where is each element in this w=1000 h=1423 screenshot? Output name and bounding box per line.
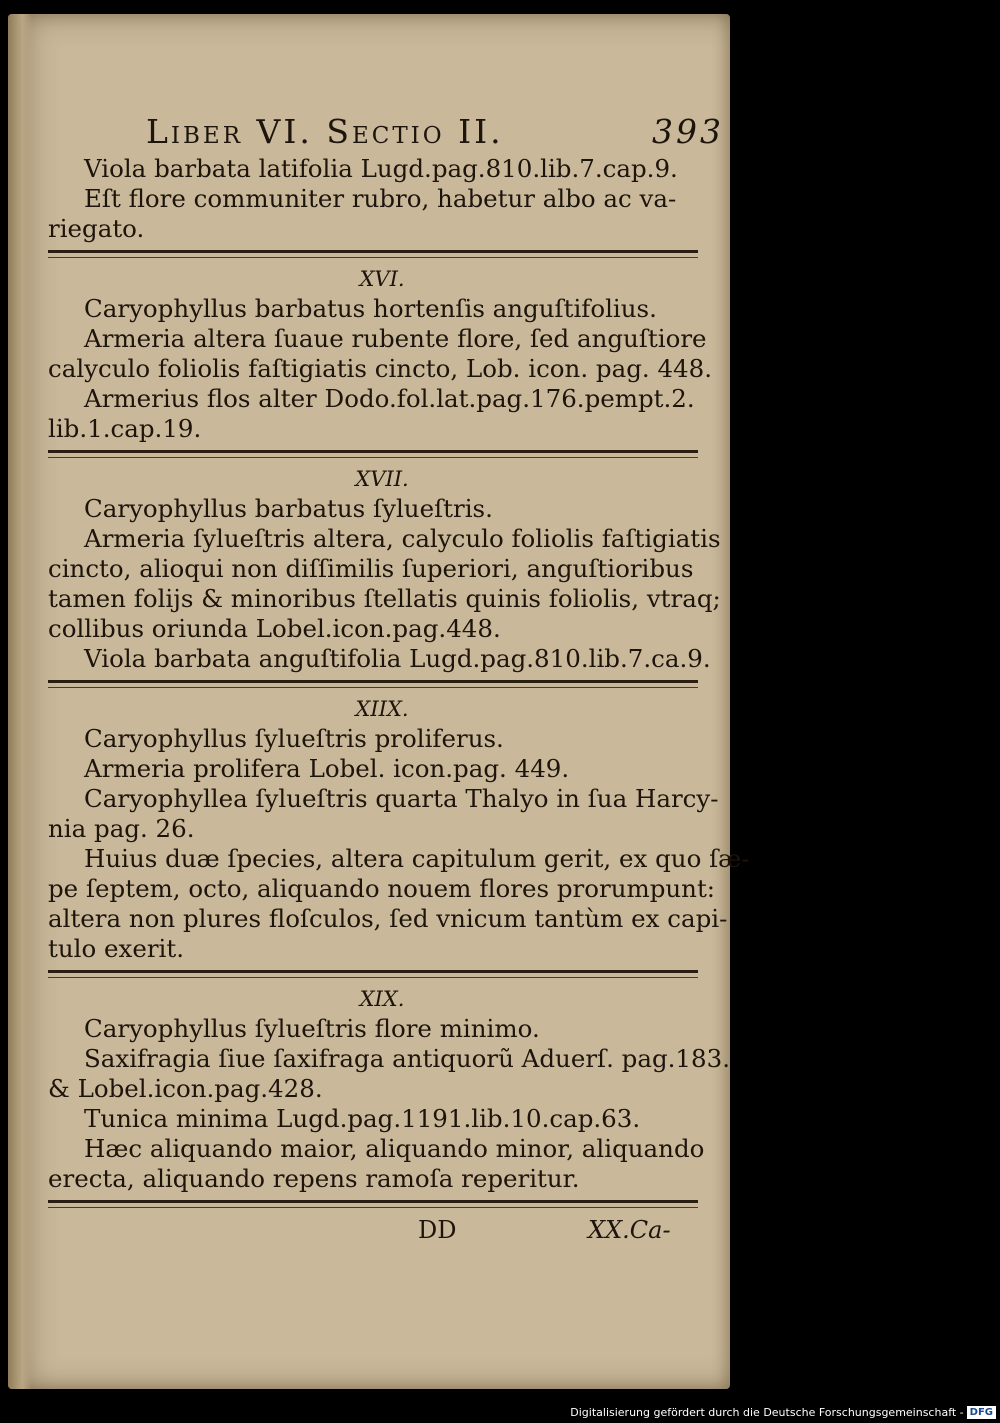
entry-number: XVI. [359, 267, 405, 291]
catchword: XX.Ca- [588, 1216, 671, 1244]
entries [48, 154, 750, 1208]
text-line: Viola barbata anguſtifolia Lugd.pag.810.lib.7.ca.9. [84, 644, 711, 673]
page-footer [48, 1216, 698, 1250]
text-line: tamen folijs & minoribus ſtellatis quinis foliolis, vtraq; [48, 584, 721, 613]
section-rule [48, 250, 698, 258]
text-line: Caryophyllus barbatus ſylueſtris. [84, 494, 493, 523]
text-line: collibus oriunda Lobel.icon.pag.448. [48, 614, 501, 643]
running-head [146, 112, 724, 154]
entry-section [48, 154, 698, 244]
entry-number: XIX. [359, 987, 405, 1011]
text-line: Tunica minima Lugd.pag.1191.lib.10.cap.63. [84, 1104, 641, 1133]
text-line: Armerius flos alter Dodo.fol.lat.pag.176.pempt.2. [84, 384, 695, 413]
text-line: pe ſeptem, octo, aliquando nouem flores prorumpunt: [48, 874, 716, 903]
text-line: calyculo foliolis faſtigiatis cincto, Lob. icon. pag. 448. [48, 354, 713, 383]
text-line: Caryophyllus ſylueſtris proliferus. [84, 724, 504, 753]
entry-number: XIIX. [355, 697, 409, 721]
entry-section [48, 694, 750, 964]
text-line: Armeria prolifera Lobel. icon.pag. 449. [84, 754, 570, 783]
text-line: riegato. [48, 214, 145, 243]
text-line: Viola barbata latifolia Lugd.pag.810.lib.7.cap.9. [84, 154, 678, 183]
entry-section [48, 984, 730, 1194]
running-head-text: Liber VI. Sectio II. [146, 112, 504, 151]
text-line: lib.1.cap.19. [48, 414, 202, 443]
book-page [8, 14, 750, 1389]
text-line: Saxifragia ſiue ſaxifraga antiquorũ Aduerſ. pag.183. [84, 1044, 730, 1073]
text-line: altera non plures floſculos, ſed vnicum tantùm ex capi- [48, 904, 728, 933]
text-line: Armeria ſylueſtris altera, calyculo foliolis faſtigiatis [84, 524, 721, 553]
signature-mark: DD [418, 1216, 457, 1244]
text-line: Huius duæ ſpecies, altera capitulum gerit, ex quo ſæ- [84, 844, 750, 873]
text-line: & Lobel.icon.pag.428. [48, 1074, 323, 1103]
text-line: erecta, aliquando repens ramoſa reperitur. [48, 1164, 580, 1193]
text-line: Hæc aliquando maior, aliquando minor, aliquando [84, 1134, 705, 1163]
entry-section [48, 264, 713, 444]
section-rule [48, 970, 698, 978]
section-rule [48, 680, 698, 688]
text-line: nia pag. 26. [48, 814, 195, 843]
section-rule [48, 1200, 698, 1208]
entry-section [48, 464, 721, 674]
dfg-logo: DFG [967, 1406, 996, 1419]
page-number: 393 [652, 112, 724, 151]
text-line: Eſt flore communiter rubro, habetur albo ac va- [84, 184, 677, 213]
text-line: tulo exerit. [48, 934, 184, 963]
credit-text: Digitalisierung gefördert durch die Deutsche Forschungsgemeinschaft - [570, 1406, 964, 1419]
text-line: Caryophyllus barbatus hortenſis anguſtifolius. [84, 294, 657, 323]
text-line: Caryophyllea ſylueſtris quarta Thalyo in ſua Harcy- [84, 784, 719, 813]
text-line: cincto, alioqui non diſſimilis ſuperiori, anguſtioribus [48, 554, 694, 583]
text-line: Caryophyllus ſylueſtris flore minimo. [84, 1014, 540, 1043]
page-edge-shadow [8, 14, 32, 1389]
section-rule [48, 450, 698, 458]
page-text [48, 112, 750, 1250]
digitization-credit [570, 1406, 996, 1419]
text-line: Armeria altera ſuaue rubente flore, ſed anguſtiore [84, 324, 707, 353]
entry-number: XVII. [355, 467, 409, 491]
